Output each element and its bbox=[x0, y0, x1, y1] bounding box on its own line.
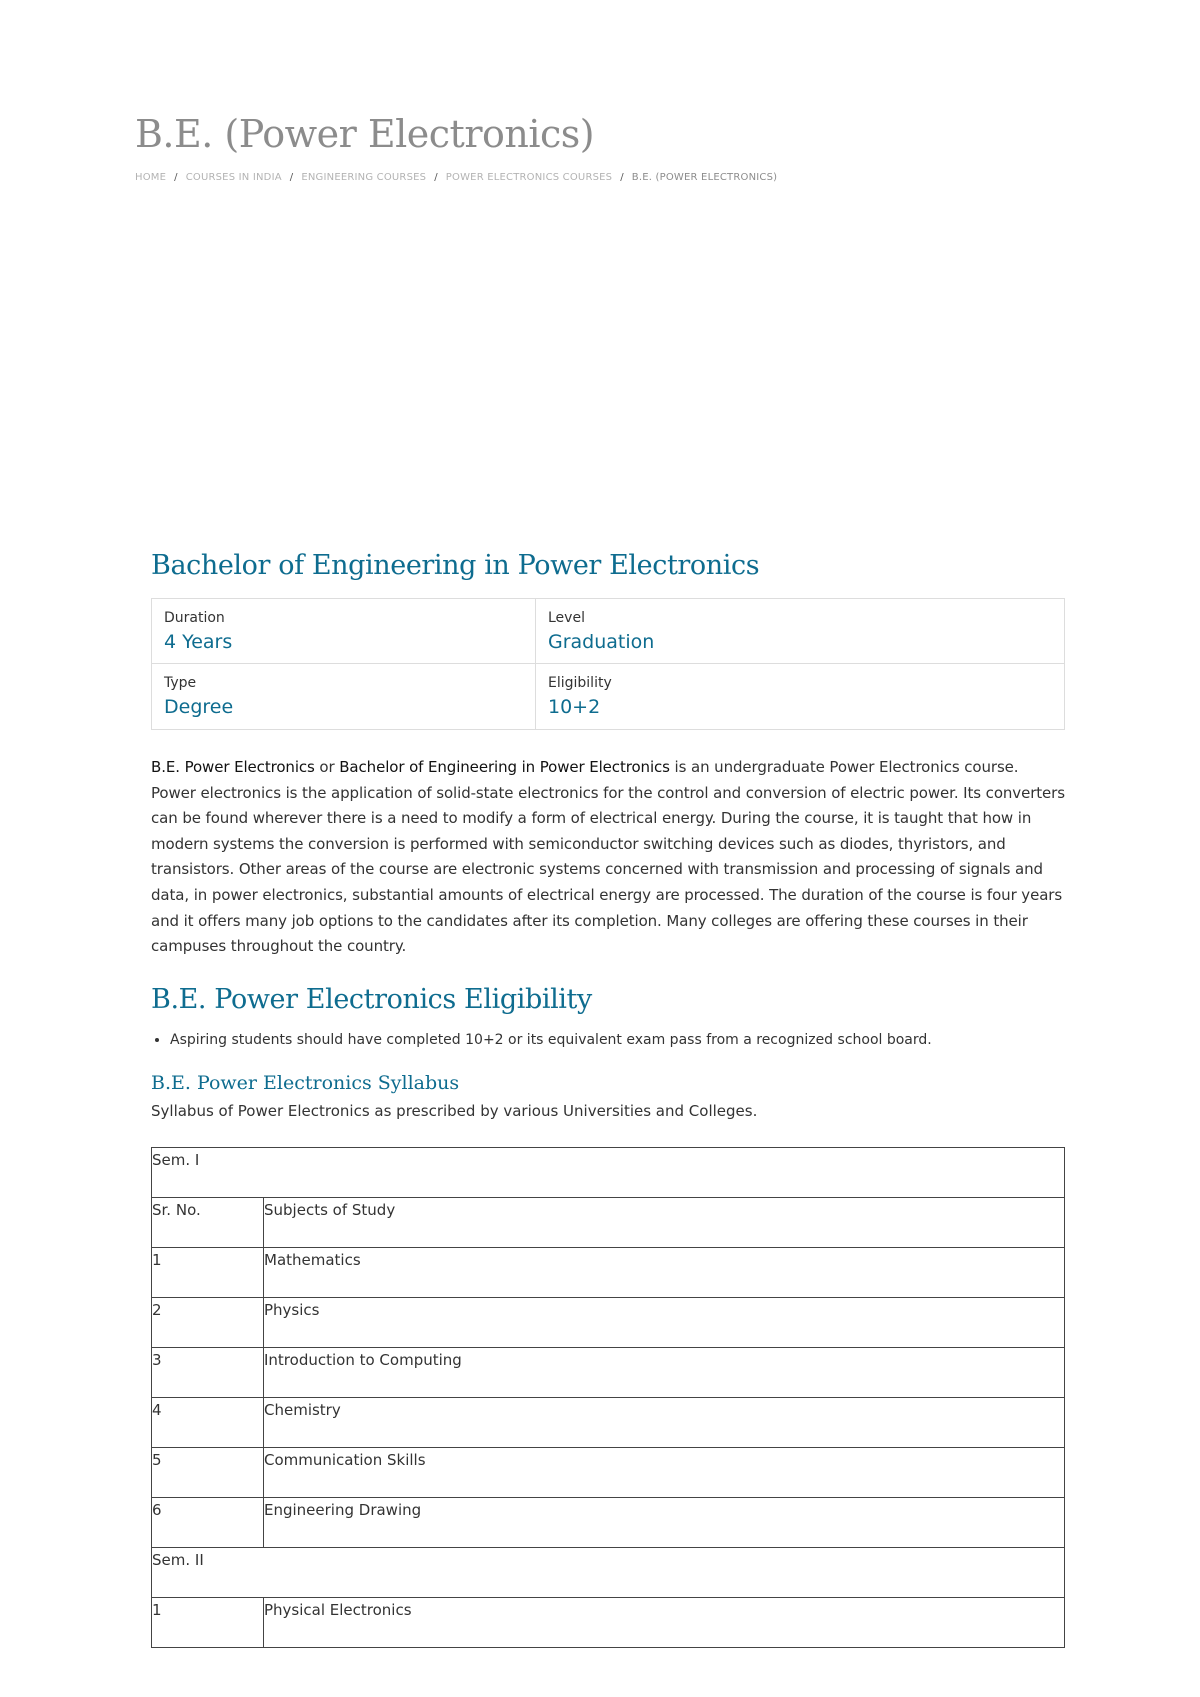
eligibility-list bbox=[151, 1030, 1065, 1050]
type-value: Degree bbox=[164, 696, 234, 718]
semester-label: Sem. II bbox=[152, 1547, 1065, 1597]
subject-cell: Mathematics bbox=[264, 1247, 1065, 1297]
duration-cell bbox=[152, 599, 536, 664]
breadcrumb-separator: / bbox=[620, 172, 624, 183]
eligibility-cell bbox=[536, 664, 1065, 729]
eligibility-value: 10+2 bbox=[548, 696, 601, 718]
page-title: B.E. (Power Electronics) bbox=[135, 112, 595, 156]
description-connector: or bbox=[314, 758, 340, 776]
subject-cell: Engineering Drawing bbox=[264, 1497, 1065, 1547]
duration-value: 4 Years bbox=[164, 631, 233, 653]
type-cell bbox=[152, 664, 536, 729]
subject-cell: Communication Skills bbox=[264, 1447, 1065, 1497]
breadcrumb-current: B.E. (POWER ELECTRONICS) bbox=[631, 172, 778, 183]
subject-cell: Chemistry bbox=[264, 1397, 1065, 1447]
syllabus-intro: Syllabus of Power Electronics as prescribed by various Universities and Colleges. bbox=[151, 1101, 758, 1120]
semester-row bbox=[152, 1547, 1065, 1597]
syllabus-heading: B.E. Power Electronics Syllabus bbox=[151, 1071, 460, 1094]
subject-cell: Physical Electronics bbox=[264, 1597, 1065, 1647]
course-title: Bachelor of Engineering in Power Electronics bbox=[151, 550, 760, 581]
breadcrumb-engineering-courses-link[interactable]: ENGINEERING COURSES bbox=[301, 172, 427, 183]
subject-cell: Physics bbox=[264, 1297, 1065, 1347]
semester-label: Sem. I bbox=[152, 1147, 1065, 1197]
table-row bbox=[152, 1497, 1065, 1547]
sr-no-cell: 6 bbox=[152, 1497, 264, 1547]
table-row bbox=[152, 1247, 1065, 1297]
type-label: Type bbox=[164, 675, 197, 691]
table-row bbox=[152, 1297, 1065, 1347]
eligibility-heading: B.E. Power Electronics Eligibility bbox=[151, 983, 592, 1015]
sr-no-cell: 4 bbox=[152, 1397, 264, 1447]
breadcrumb-power-electronics-courses-link[interactable]: POWER ELECTRONICS COURSES bbox=[445, 172, 613, 183]
course-description bbox=[151, 755, 1065, 960]
eligibility-label: Eligibility bbox=[548, 675, 612, 691]
level-label: Level bbox=[548, 610, 585, 626]
duration-label: Duration bbox=[164, 610, 225, 626]
breadcrumb-home-link[interactable]: HOME bbox=[135, 172, 167, 183]
level-cell bbox=[536, 599, 1065, 664]
description-term-short: B.E. Power Electronics bbox=[151, 758, 315, 776]
sr-no-cell: 1 bbox=[152, 1597, 264, 1647]
sr-no-cell: 5 bbox=[152, 1447, 264, 1497]
column-header-subjects: Subjects of Study bbox=[264, 1197, 1065, 1247]
breadcrumb-courses-in-india-link[interactable]: COURSES IN INDIA bbox=[185, 172, 282, 183]
course-info-table bbox=[151, 598, 1065, 730]
sr-no-cell: 1 bbox=[152, 1247, 264, 1297]
sr-no-cell: 3 bbox=[152, 1347, 264, 1397]
breadcrumb-separator: / bbox=[289, 172, 294, 183]
sr-no-cell: 2 bbox=[152, 1297, 264, 1347]
table-header-row bbox=[152, 1197, 1065, 1247]
description-term-full: Bachelor of Engineering in Power Electronics bbox=[339, 758, 670, 776]
main-content bbox=[151, 548, 1065, 1648]
column-header-sr-no: Sr. No. bbox=[152, 1197, 264, 1247]
semester-row bbox=[152, 1147, 1065, 1197]
subject-cell: Introduction to Computing bbox=[264, 1347, 1065, 1397]
breadcrumb bbox=[135, 172, 777, 183]
table-row bbox=[152, 1597, 1065, 1647]
syllabus-table bbox=[151, 1147, 1065, 1648]
table-row bbox=[152, 1447, 1065, 1497]
table-row bbox=[152, 1347, 1065, 1397]
breadcrumb-separator: / bbox=[434, 172, 438, 183]
breadcrumb-separator: / bbox=[174, 172, 178, 183]
eligibility-list-item: • Aspiring students should have completed 10+2 or its equivalent exam pass from a recognized school board. bbox=[170, 1030, 1065, 1050]
level-value: Graduation bbox=[548, 631, 655, 653]
table-row bbox=[152, 1397, 1065, 1447]
description-body: is an undergraduate Power Electronics course. Power electronics is the application of solid-state electronics for the control and conversion of electric power. Its converters can be found wherever there is a need to modify a form of electrical energy. During the course, it is taught that how in modern systems the conversion is performed with semiconductor switching devices such as diodes, thyristors, and transistors. Other areas of the course are electronic systems concerned with transmission and processing of signals and data, in power electronics, substantial amounts of electrical energy are processed. The duration of the course is four years and it offers many job options to the candidates after its completion. Many colleges are offering these courses in their campuses throughout the country. bbox=[151, 758, 1065, 956]
